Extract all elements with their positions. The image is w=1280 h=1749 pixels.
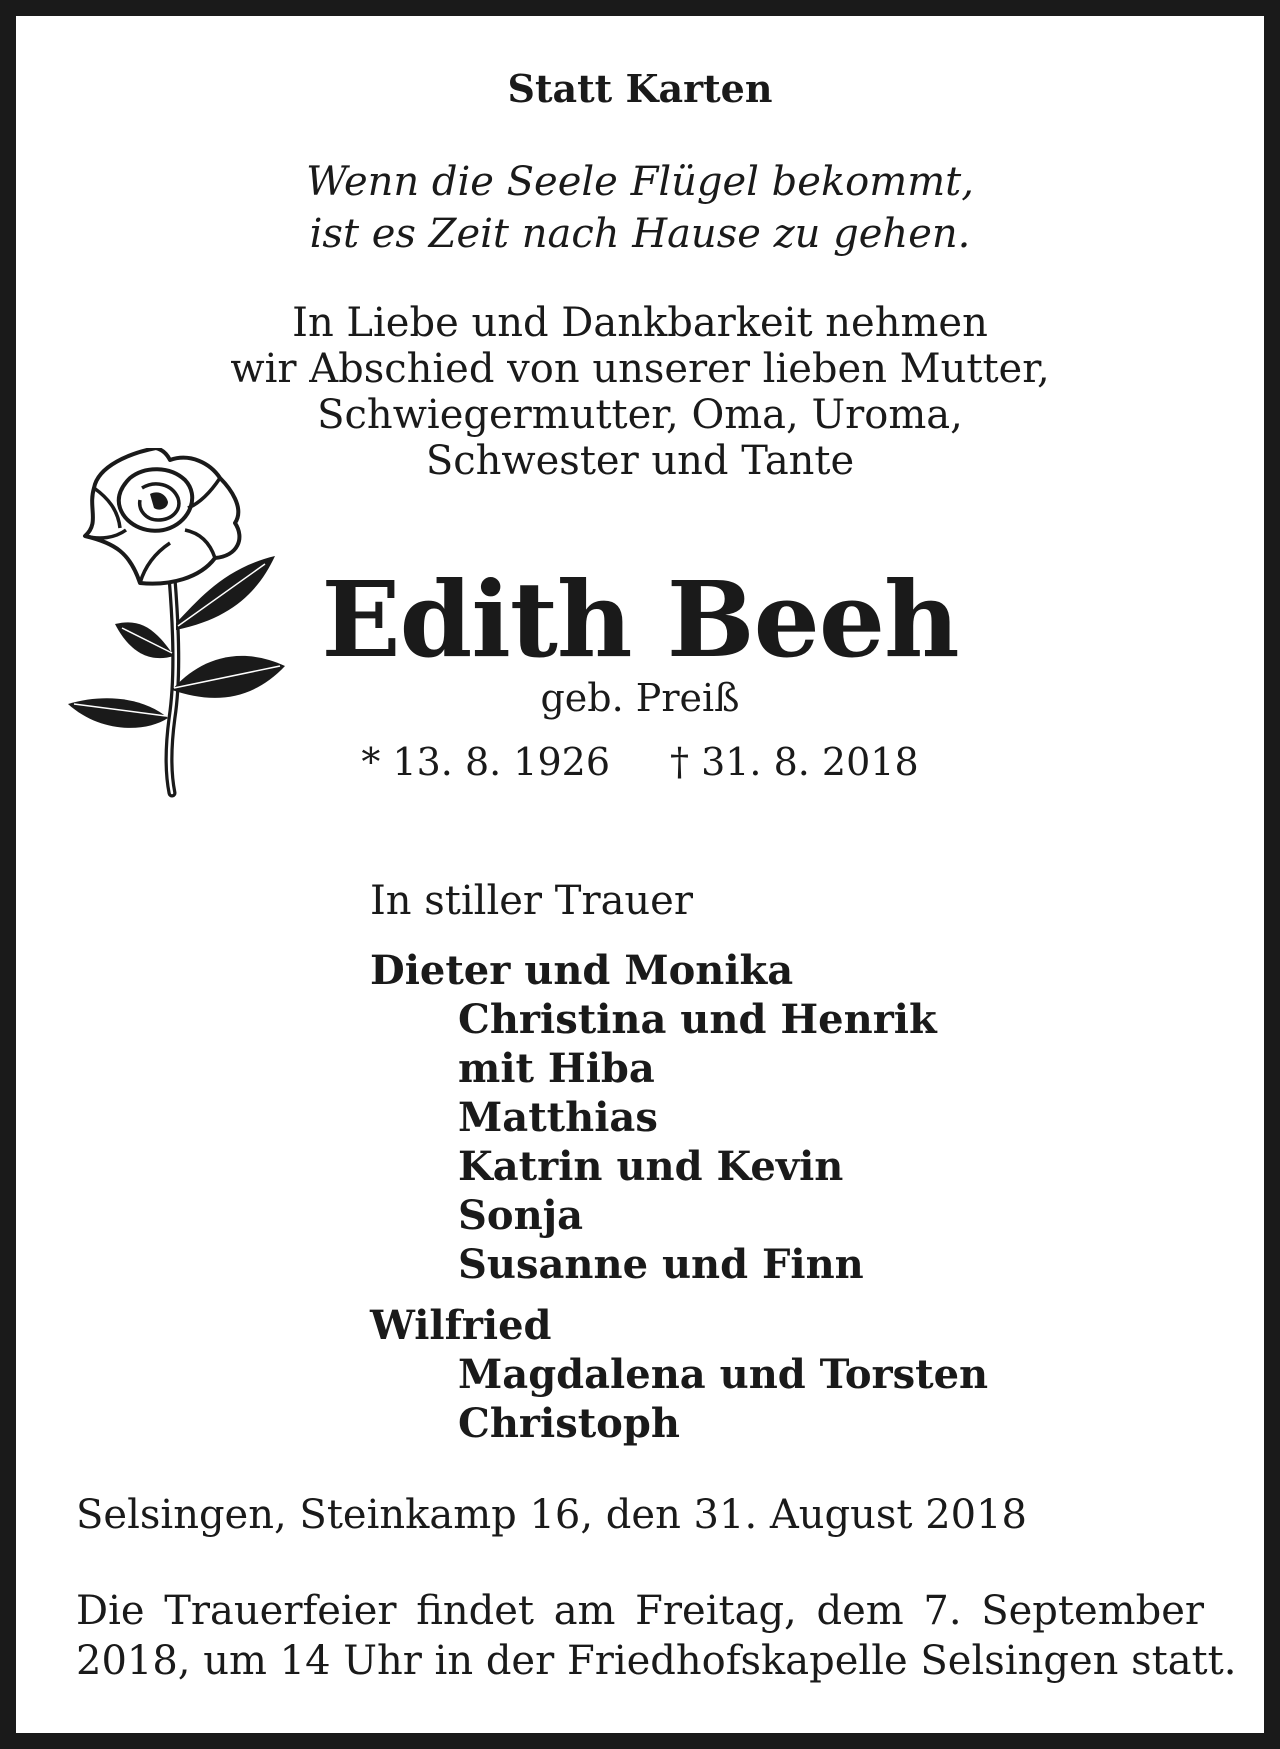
mourner-group: [370, 1301, 988, 1448]
place-and-date: Selsingen, Steinkamp 16, den 31. August 2018: [76, 1492, 1027, 1538]
life-dates: [0, 740, 1280, 784]
birth-date: * 13. 8. 1926: [361, 740, 610, 784]
funeral-line-2: 2018, um 14 Uhr in der Friedhofskapelle Selsingen statt.: [76, 1638, 1237, 1684]
mourners-block: [370, 878, 988, 1448]
deceased-name: Edith Beeh: [321, 558, 959, 681]
mourner-member: Susanne und Finn: [458, 1241, 864, 1288]
intro-line-1: In Liebe und Dankbarkeit nehmen: [292, 300, 988, 346]
intro-line-3: Schwiegermutter, Oma, Uroma,: [317, 392, 963, 438]
mourner-member: Christoph: [458, 1400, 680, 1447]
mourner-member: Katrin und Kevin: [458, 1143, 844, 1190]
mourner-group-head: Wilfried: [370, 1302, 552, 1349]
mourner-member: Sonja: [458, 1192, 584, 1239]
mourning-lead: In stiller Trauer: [370, 878, 693, 924]
mourner-member: Matthias: [458, 1094, 658, 1141]
maiden-name: geb. Preiß: [540, 676, 740, 720]
motto-line-2: ist es Zeit nach Hause zu gehen.: [309, 211, 971, 257]
motto-line-1: Wenn die Seele Flügel bekommt,: [306, 159, 974, 205]
funeral-notice: [76, 1586, 1237, 1686]
mourner-group: [370, 946, 988, 1289]
intro-line-2: wir Abschied von unserer lieben Mutter,: [230, 346, 1050, 392]
mourner-group-head: Dieter und Monika: [370, 947, 794, 994]
funeral-line-1: Die Trauerfeier findet am Freitag, dem 7. September: [76, 1588, 1204, 1634]
intro-line-4: Schwester und Tante: [425, 438, 855, 484]
mourner-member: Magdalena und Torsten: [458, 1351, 989, 1398]
mourner-member: Christina und Henrik: [458, 996, 937, 1043]
motto-quote: [0, 156, 1280, 260]
mourner-member: mit Hiba: [458, 1045, 655, 1092]
death-date: † 31. 8. 2018: [670, 740, 919, 784]
header-statt-karten: Statt Karten: [507, 66, 773, 111]
